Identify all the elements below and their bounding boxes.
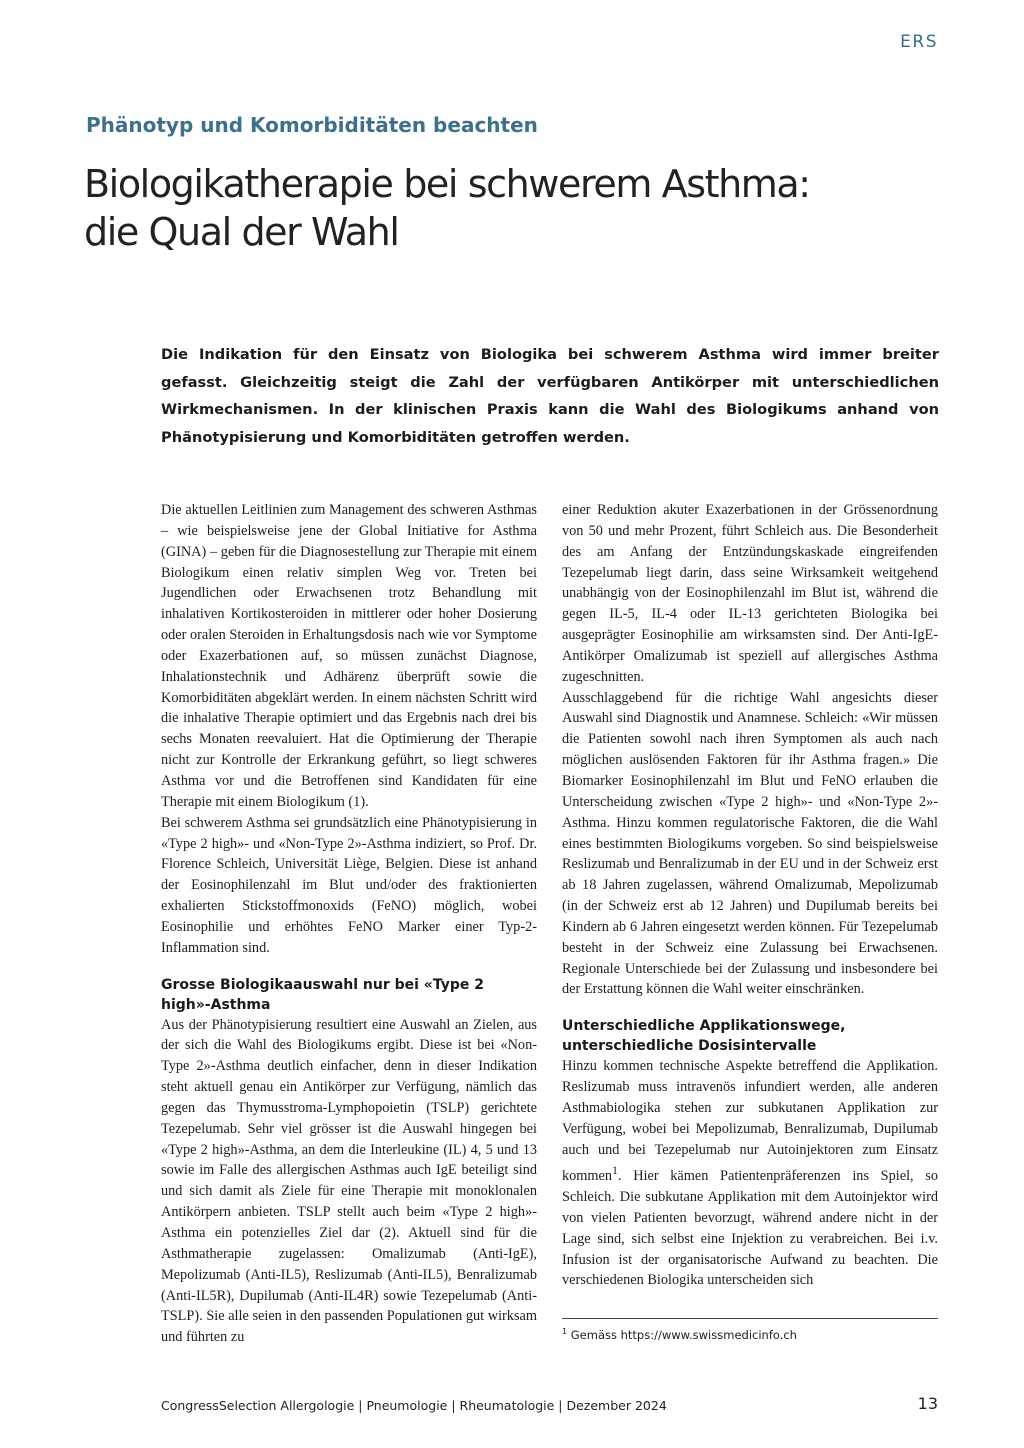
page-number: 13 [917, 1394, 938, 1413]
body-paragraph-with-footnote [562, 1056, 938, 1291]
article-title [84, 160, 944, 256]
publication-footer: CongressSelection Allergologie | Pneumologie | Rheumatologie | Dezember 2024 [161, 1398, 667, 1413]
body-paragraph: einer Reduktion akuter Exazerbationen in der Grössenordnung von 50 und mehr Prozent, führt Schleich aus. Die Besonderheit des am Anfang der Entzündungskaskade eingreifenden Tezepelumab liegt darin, dass seine Wirksamkeit weitgehend unabhängig von der Eosinophilenzahl im Blut ist, während die gegen IL-5, IL-4 oder IL-13 gerichteten Biologika bei ausgeprägter Eosinophilie am wirksamsten sind. Der Anti-IgE-Antikörper Omalizumab ist speziell auf allergisches Asthma zugeschnitten. [562, 502, 938, 685]
lead-paragraph: Die Indikation für den Einsatz von Biologika bei schwerem Asthma wird immer breiter gefasst. Gleichzeitig steigt die Zahl der verfügbaren Antikörper mit unterschiedlichen Wirkmechanismen. In der klinischen Praxis kann die Wahl des Biologikums anhand von Phänotypisierung und Komorbiditäten getroffen werden. [161, 346, 939, 446]
article-kicker: Phänotyp und Komorbiditäten beachten [86, 113, 538, 137]
section-heading: Unterschiedliche Applikationswege, unterschiedliche Dosisintervalle [562, 1018, 846, 1055]
body-paragraph: Aus der Phänotypisierung resultiert eine Auswahl an Zielen, aus der sich die Wahl des Biologikums ergibt. Diese ist bei «Non-Type 2»-Asthma deutlich einfacher, denn in dieser Indikation steht aktuell genau ein Antikörper zur Verfügung, nämlich das gegen das Thymusstroma-Lymphopoietin (TSLP) gerichtete Tezepelumab. Sehr viel grösser ist die Auswahl hingegen bei «Type 2 high»-Asthma, an dem die Interleukine (IL) 4, 5 und 13 sowie im Falle des allergischen Asthmas auch IgE beteiligt sind und sich damit als Ziele für eine Therapie mit monoklonalen Antikörpern anbieten. TSLP stellt auch beim «Type 2 high»-Asthma ein potenzielles Ziel dar (2). Aktuell sind für die Asthmatherapie zugelassen: Omalizumab (Anti-IgE), Mepolizumab (Anti-IL5), Reslizumab (Anti-IL5), Benralizumab (Anti-IL5R), Dupilumab (Anti-IL4R) sowie Tezepelumab (Anti-TSLP). Sie alle seien in den passenden Populationen gut wirksam und führten zu [161, 1016, 537, 1346]
paragraph-text: Hinzu kommen technische Aspekte betreffend die Applikation. Reslizumab muss intravenös infundiert werden, alle anderen Asthmabiologika stehen zur subkutanen Applikation zur Verfügung, wobei bei Mepolizumab, Benralizumab, Dupilumab auch und bei Tezepelumab nur Autoinjektoren zum Einsatz kommen [562, 1058, 938, 1185]
section-heading: Grosse Biologikaauswahl nur bei «Type 2 high»-Asthma [161, 976, 484, 1013]
body-paragraph: Bei schwerem Asthma sei grundsätzlich eine Phänotypisierung in «Type 2 high»- und «Non-Type 2»-Asthma indiziert, so Prof. Dr. Florence Schleich, Universität Liège, Belgien. Diese ist anhand der Eosinophilenzahl im Blut und/oder des fraktionierten exhalierten Stickstoffmonoxids (FeNO) möglich, wobei Eosinophilie und erhöhtes FeNO Marker einer Typ-2-Inflammation sind. [161, 814, 537, 956]
footnote [562, 1327, 938, 1342]
title-line-2: die Qual der Wahl [84, 210, 399, 254]
body-paragraph: Die aktuellen Leitlinien zum Management des schweren Asthmas – wie beispielsweise jene der Global Initiative for Asthma (GINA) – geben für die Diagnosestellung zur Therapie mit einem Biologikum einen relativ simplen Weg vor. Treten bei Jugendlichen oder Erwachsenen trotz Behandlung mit inhalativen Kortikosteroiden in mittlerer oder hoher Dosierung oder oralen Steroiden in Erhaltungsdosis nach wie vor Symptome oder Exazerbationen auf, so müssen zunächst Diagnose, Inhalationstechnik und Adhärenz überprüft sowie die Komorbiditäten abgeklärt werden. In einem nächsten Schritt wird die inhalative Therapie optimiert und das Ergebnis nach drei bis sechs Monaten reevaluiert. Hat die Optimierung der Therapie nicht zur Kontrolle der Erkrankung geführt, so liegt schweres Asthma vor und die Betroffenen sind Kandidaten für eine Therapie mit einem Biologikum (1). [161, 502, 537, 810]
footnote-text: Gemäss https://www.swissmedicinfo.ch [570, 1327, 797, 1342]
footnote-divider [562, 1318, 938, 1319]
footnote-marker: 1 [562, 1327, 568, 1336]
left-column [161, 500, 537, 1348]
footnote-reference: 1 [612, 1163, 618, 1178]
title-line-1: Biologikatherapie bei schwerem Asthma: [84, 162, 810, 206]
body-paragraph: Ausschlaggebend für die richtige Wahl angesichts dieser Auswahl sind Diagnostik und Anamnese. Schleich: «Wir müssen die Patienten sowohl nach ihren Symptomen als auch nach möglichen auslösenden Faktoren für ihr Asthma fragen.» Die Biomarker Eosinophilenzahl im Blut und FeNO erlauben die Unterscheidung zwischen «Type 2 high»- und «Non-Type 2»-Asthma. Hinzu kommen regulatorische Faktoren, die die Wahl eines bestimmten Biologikums vorgeben. So sind beispielsweise Reslizumab und Benralizumab in der EU und in der Schweiz erst ab 18 Jahren zugelassen, während Omalizumab, Mepolizumab (in der Schweiz erst ab 12 Jahren) und Dupilumab bereits bei Kindern ab 6 Jahren eingesetzt werden können. Für Tezepelumab besteht in der Schweiz eine Zulassung bei Erwachsenen. Regionale Unterschiede bei der Zulassung und insbesondere bei der Erstattung können die Wahl weiter einschränken. [562, 689, 938, 998]
section-tag: ERS [900, 32, 938, 52]
paragraph-text: . Hier kämen Patientenpräferenzen ins Spiel, so Schleich. Die subkutane Applikation mit dem Autoinjektor wird von vielen Patienten bevorzugt, während andere nicht in der Lage sind, sich selbst eine Injektion zu verabreichen. Bei i.v. Infusion ist der organisatorische Aufwand zu beachten. Die verschiedenen Biologika unterscheiden sich [562, 1168, 938, 1289]
right-column [562, 500, 938, 1291]
